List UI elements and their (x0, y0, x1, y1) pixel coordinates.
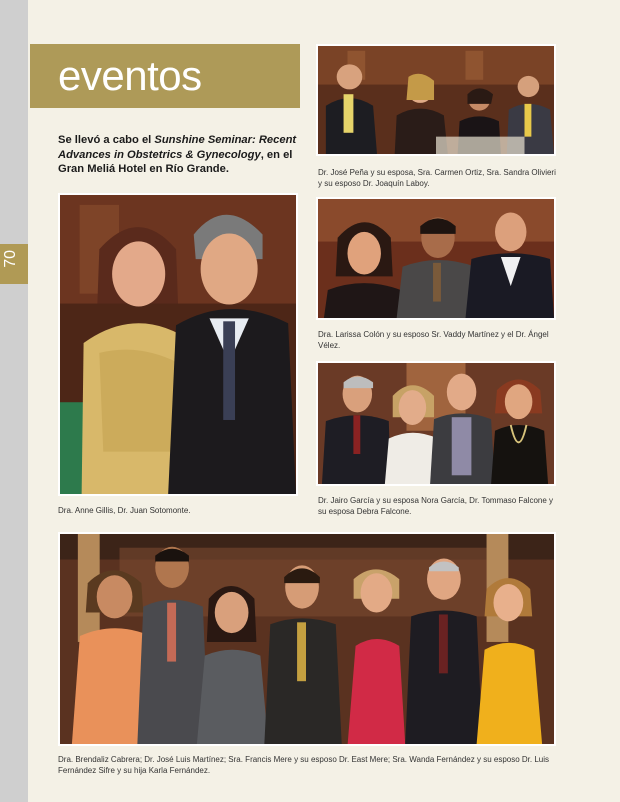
side-strip (0, 0, 28, 802)
running-header (0, 20, 2, 140)
photo-garcia-falcone (316, 361, 556, 486)
intro-tail: , en el Gran Meliá Hotel en Río Grande. (58, 148, 293, 175)
intro-lead: Se llevó a cabo el (58, 134, 155, 146)
intro-paragraph (58, 133, 303, 177)
seminar-name: Sunshine Seminar: Recent Advances in Obstetrics & Gynecology (58, 134, 297, 161)
caption-photo4: Dr. Jairo García y su esposa Nora García, Dr. Tommaso Falcone y su esposa Debra Falcone. (318, 496, 554, 516)
caption-photo1: Dr. José Peña y su esposa, Sra. Carmen Ortiz, Sra. Sandra Olivieri y su esposo Dr. Joaquín Laboy. (318, 168, 556, 188)
photo-gillis-sotomonte (58, 193, 298, 496)
photo-group-cabrera-fernandez (58, 532, 556, 746)
caption-photo2: Dra. Anne Gillis, Dr. Juan Sotomonte. (58, 506, 191, 515)
page-number: 70 (2, 250, 19, 268)
section-title: eventos (58, 52, 202, 99)
photo-pena-ortiz-olivieri-laboy (316, 44, 556, 156)
photo-colon-martinez-velez (316, 197, 556, 320)
caption-photo5: Dra. Brendaliz Cabrera; Dr. José Luis Martínez; Sra. Francis Mere y su esposo Dr. East Mere; Sra. Wanda Fernández y su esposo Dr. Luis Fernández Sifre y su hija Karla Fernández. (58, 755, 550, 775)
caption-photo3: Dra. Larissa Colón y su esposo Sr. Vaddy Martínez y el Dr. Ángel Vélez. (318, 330, 549, 350)
